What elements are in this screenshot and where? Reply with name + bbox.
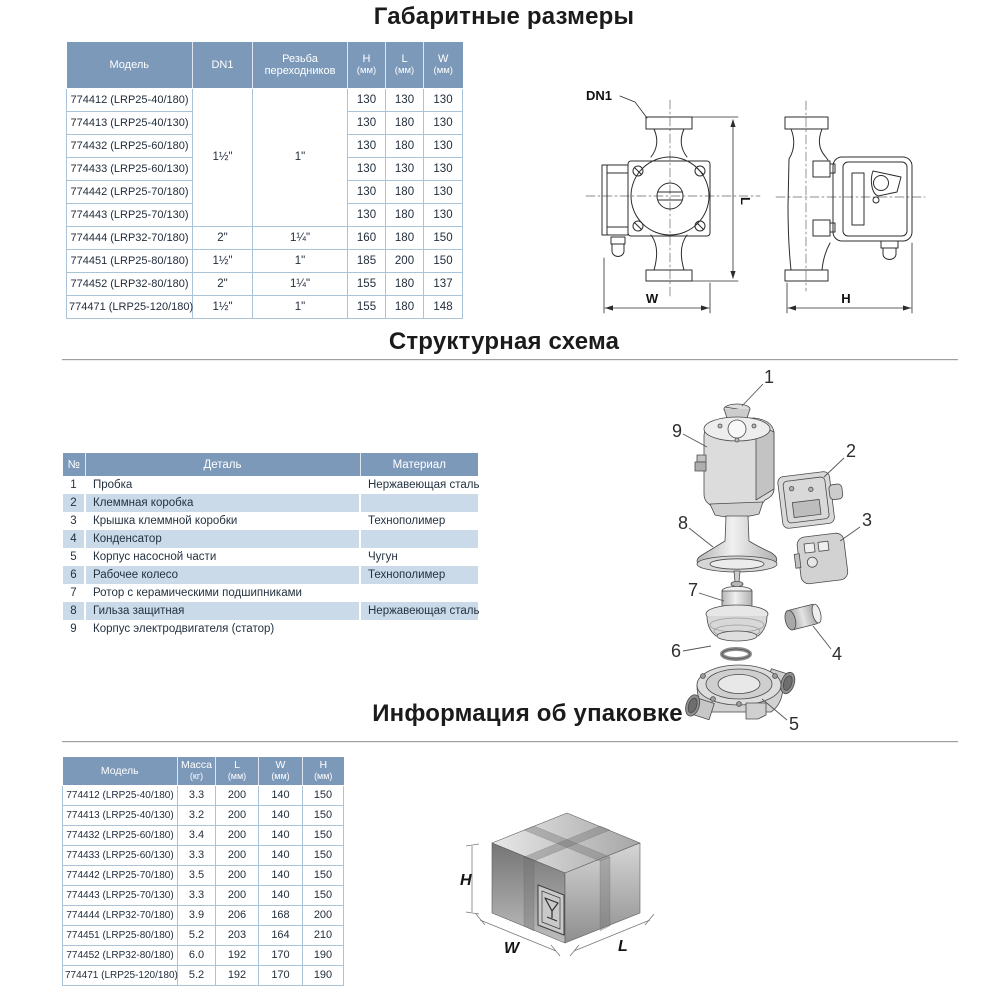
table-cell: Клеммная коробка xyxy=(85,494,360,512)
table-row xyxy=(63,825,344,845)
table-cell: 180 xyxy=(386,295,424,318)
table-cell xyxy=(360,620,478,638)
table-cell: 774443 (LRP25-70/130) xyxy=(63,885,178,905)
l-dim-label: L xyxy=(738,197,753,205)
table-cell: 185 xyxy=(348,249,386,272)
header-row xyxy=(63,453,478,476)
table-cell: 774444 (LRP32-70/180) xyxy=(63,905,178,925)
table-cell: 4 xyxy=(63,530,85,548)
shaft-tip xyxy=(731,571,743,587)
header-row xyxy=(67,42,463,88)
table-row xyxy=(67,272,463,295)
table-cell: Нержавеющая сталь xyxy=(360,602,478,620)
table-cell: 200 xyxy=(216,885,259,905)
table-cell: 130 xyxy=(424,88,463,111)
table-cell: 160 xyxy=(348,226,386,249)
table-cell: Корпус насосной части xyxy=(85,548,360,566)
column-header: DN1 xyxy=(193,42,253,88)
table-cell: 200 xyxy=(216,865,259,885)
table-cell: 3.5 xyxy=(178,865,216,885)
motor-housing-part xyxy=(695,417,774,517)
table-cell: 130 xyxy=(348,88,386,111)
table-cell: 130 xyxy=(386,88,424,111)
table-cell: Рабочее колесо xyxy=(85,566,360,584)
table-cell: 3.2 xyxy=(178,805,216,825)
table-row xyxy=(63,965,344,985)
column-header: Резьба переходников xyxy=(253,42,348,88)
table-cell: 200 xyxy=(216,825,259,845)
table-cell: 190 xyxy=(303,965,344,985)
table-cell: 774452 (LRP32-80/180) xyxy=(63,945,178,965)
table-cell: 5.2 xyxy=(178,925,216,945)
w-dim-label: W xyxy=(645,291,659,306)
table-cell: 2" xyxy=(193,272,253,295)
table-cell: 180 xyxy=(386,111,424,134)
part-label-9: 9 xyxy=(671,421,683,441)
part-label-2: 2 xyxy=(845,441,857,461)
table-cell: 170 xyxy=(259,945,303,965)
table-cell: 130 xyxy=(348,134,386,157)
table-row xyxy=(63,805,344,825)
table-cell: Корпус электродвигателя (статор) xyxy=(85,620,360,638)
table-cell xyxy=(360,530,478,548)
table-cell: 3.3 xyxy=(178,885,216,905)
table-cell: 1" xyxy=(253,88,348,226)
table-cell: Гильза защитная xyxy=(85,602,360,620)
table-cell: 137 xyxy=(424,272,463,295)
table-cell: 5.2 xyxy=(178,965,216,985)
box-l-label: L xyxy=(618,938,628,955)
table-cell: 2" xyxy=(193,226,253,249)
table-cell: 130 xyxy=(424,157,463,180)
terminal-cover-part xyxy=(792,532,848,585)
table-row xyxy=(63,530,478,548)
table-cell: 130 xyxy=(386,157,424,180)
table-cell: 9 xyxy=(70,623,77,635)
table-cell: 200 xyxy=(216,805,259,825)
table-cell: 180 xyxy=(386,226,424,249)
part-label-6: 6 xyxy=(670,641,682,661)
table-cell: 1¼" xyxy=(253,272,348,295)
table-cell: Конденсатор xyxy=(85,530,360,548)
column-header: H (мм) xyxy=(303,757,344,785)
column-header: Масса (кг) xyxy=(178,757,216,785)
table-cell: 774452 (LRP32-80/180) xyxy=(67,272,193,295)
table-cell: Крышка клеммной коробки xyxy=(85,512,360,530)
impeller-part xyxy=(706,605,768,641)
table-row xyxy=(63,494,478,512)
table-cell: 3.3 xyxy=(178,785,216,805)
table-cell: 774444 (LRP32-70/180) xyxy=(67,226,193,249)
parts-table xyxy=(63,453,478,638)
table-cell: 130 xyxy=(424,134,463,157)
table-cell: 148 xyxy=(424,295,463,318)
column-header: H (мм) xyxy=(348,42,386,88)
table-cell: 150 xyxy=(424,249,463,272)
table-cell: Пробка xyxy=(85,476,360,494)
table-row xyxy=(63,620,478,638)
part-label-5: 5 xyxy=(788,714,800,734)
table-row xyxy=(63,865,344,885)
capacitor-part xyxy=(783,603,823,631)
table-row xyxy=(63,476,478,494)
table-row xyxy=(63,885,344,905)
column-header: L (мм) xyxy=(216,757,259,785)
table-cell: 150 xyxy=(303,805,344,825)
table-cell: 1¼" xyxy=(253,226,348,249)
table-cell: 774442 (LRP25-70/180) xyxy=(63,865,178,885)
table-row xyxy=(63,925,344,945)
dimensions-table xyxy=(66,42,463,319)
table-cell: 192 xyxy=(216,945,259,965)
table-cell: 150 xyxy=(424,226,463,249)
pump-exploded-diagram xyxy=(650,363,900,748)
table-cell: 130 xyxy=(348,111,386,134)
table-cell: 7 xyxy=(70,587,77,599)
table-cell: 130 xyxy=(424,203,463,226)
table-row xyxy=(63,566,478,584)
section-title-structure: Структурная схема xyxy=(388,328,620,355)
table-cell: 774442 (LRP25-70/180) xyxy=(67,180,193,203)
table-cell: 155 xyxy=(348,272,386,295)
table-cell: 140 xyxy=(259,885,303,905)
table-cell: 200 xyxy=(216,845,259,865)
terminal-box-part xyxy=(777,470,846,529)
table-cell xyxy=(360,494,478,512)
table-cell: 1" xyxy=(253,295,348,318)
section-title-packaging: Информация об упаковке xyxy=(372,700,683,727)
table-cell: 2 xyxy=(63,494,85,512)
table-cell: 774433 (LRP25-60/130) xyxy=(63,845,178,865)
table-cell: 150 xyxy=(303,785,344,805)
table-cell: 1½" xyxy=(193,88,253,226)
table-cell: 130 xyxy=(348,157,386,180)
table-cell: 130 xyxy=(424,180,463,203)
box-h-label: H xyxy=(460,872,472,889)
column-header: № xyxy=(63,453,85,476)
table-cell: 192 xyxy=(216,965,259,985)
column-header: Модель xyxy=(67,42,193,88)
table-cell: 155 xyxy=(348,295,386,318)
table-cell: 206 xyxy=(216,905,259,925)
h-dim-label: H xyxy=(841,291,851,306)
table-row xyxy=(63,945,344,965)
table-cell: 774471 (LRP25-120/180) xyxy=(67,295,193,318)
table-cell: 3.4 xyxy=(178,825,216,845)
table-cell: 130 xyxy=(348,180,386,203)
table-cell: 3.3 xyxy=(178,845,216,865)
table-cell: Чугун xyxy=(360,548,478,566)
table-cell: 774412 (LRP25-40/180) xyxy=(63,785,178,805)
table-cell: 150 xyxy=(303,825,344,845)
table-cell: 6 xyxy=(63,566,85,584)
table-row xyxy=(67,249,463,272)
table-cell: 200 xyxy=(386,249,424,272)
table-cell: Нержавеющая сталь xyxy=(360,476,478,494)
column-header: L (мм) xyxy=(386,42,424,88)
table-cell: 130 xyxy=(348,203,386,226)
part-label-8: 8 xyxy=(677,513,689,533)
table-cell: 150 xyxy=(303,885,344,905)
table-cell: 774443 (LRP25-70/130) xyxy=(67,203,193,226)
table-row xyxy=(63,548,478,566)
table-row xyxy=(67,295,463,318)
package-box-drawing xyxy=(452,795,697,990)
section-divider xyxy=(62,359,958,361)
table-cell: 140 xyxy=(259,845,303,865)
table-cell: 180 xyxy=(386,203,424,226)
table-cell: 1½" xyxy=(193,295,253,318)
table-cell: 140 xyxy=(259,785,303,805)
column-header: W (мм) xyxy=(259,757,303,785)
table-cell: 774471 (LRP25-120/180) xyxy=(63,965,178,985)
column-header: Деталь xyxy=(85,453,360,476)
table-cell: Технополимер xyxy=(360,512,478,530)
table-cell: 774413 (LRP25-40/130) xyxy=(63,805,178,825)
part-label-7: 7 xyxy=(687,580,699,600)
section-divider xyxy=(62,741,958,743)
pump-outline-drawing xyxy=(580,76,1000,321)
table-cell: 774413 (LRP25-40/130) xyxy=(67,111,193,134)
table-cell: 130 xyxy=(424,111,463,134)
table-cell: 774451 (LRP25-80/180) xyxy=(63,925,178,945)
table-row xyxy=(67,88,463,111)
flange-screws xyxy=(633,166,705,231)
section-title-dimensions: Габаритные размеры xyxy=(373,3,635,30)
table-cell: 180 xyxy=(386,272,424,295)
table-row xyxy=(67,226,463,249)
table-cell: 3 xyxy=(70,515,77,527)
table-row xyxy=(63,785,344,805)
table-cell: Ротор с керамическими подшипниками xyxy=(85,584,360,602)
table-cell: 140 xyxy=(259,865,303,885)
table-cell: 170 xyxy=(259,965,303,985)
table-cell: 164 xyxy=(259,925,303,945)
table-cell: 150 xyxy=(303,865,344,885)
table-cell xyxy=(360,584,478,602)
table-cell: 5 xyxy=(70,551,77,563)
table-cell: 1 xyxy=(70,479,77,491)
table-cell: 140 xyxy=(259,805,303,825)
table-row xyxy=(63,845,344,865)
table-cell: 140 xyxy=(259,825,303,845)
table-cell: 1½" xyxy=(193,249,253,272)
table-cell: 774432 (LRP25-60/180) xyxy=(67,134,193,157)
table-row xyxy=(63,512,478,530)
table-cell: 203 xyxy=(216,925,259,945)
table-cell: 200 xyxy=(303,905,344,925)
table-cell: Технополимер xyxy=(360,566,478,584)
header-row xyxy=(63,757,344,785)
packaging-table xyxy=(62,757,344,986)
table-cell: 774451 (LRP25-80/180) xyxy=(67,249,193,272)
table-cell: 150 xyxy=(303,845,344,865)
table-cell: 774432 (LRP25-60/180) xyxy=(63,825,178,845)
table-cell: 774412 (LRP25-40/180) xyxy=(67,88,193,111)
table-cell: 168 xyxy=(259,905,303,925)
dn1-label: DN1 xyxy=(586,88,613,103)
column-header: Модель xyxy=(63,757,178,785)
table-cell: 190 xyxy=(303,945,344,965)
table-row xyxy=(63,602,478,620)
table-cell: 8 xyxy=(63,602,85,620)
table-cell: 180 xyxy=(386,134,424,157)
table-cell: 3.9 xyxy=(178,905,216,925)
part-label-3: 3 xyxy=(861,510,873,530)
table-cell: 774433 (LRP25-60/130) xyxy=(67,157,193,180)
part-label-1: 1 xyxy=(763,367,775,387)
column-header: Материал xyxy=(360,453,478,476)
table-cell: 1" xyxy=(253,249,348,272)
table-cell: 200 xyxy=(216,785,259,805)
table-row xyxy=(63,584,478,602)
table-row xyxy=(63,905,344,925)
box-w-label: W xyxy=(504,940,520,957)
table-cell: 180 xyxy=(386,180,424,203)
table-cell: 210 xyxy=(303,925,344,945)
part-label-4: 4 xyxy=(831,644,843,664)
column-header: W (мм) xyxy=(424,42,463,88)
table-cell: 6.0 xyxy=(178,945,216,965)
